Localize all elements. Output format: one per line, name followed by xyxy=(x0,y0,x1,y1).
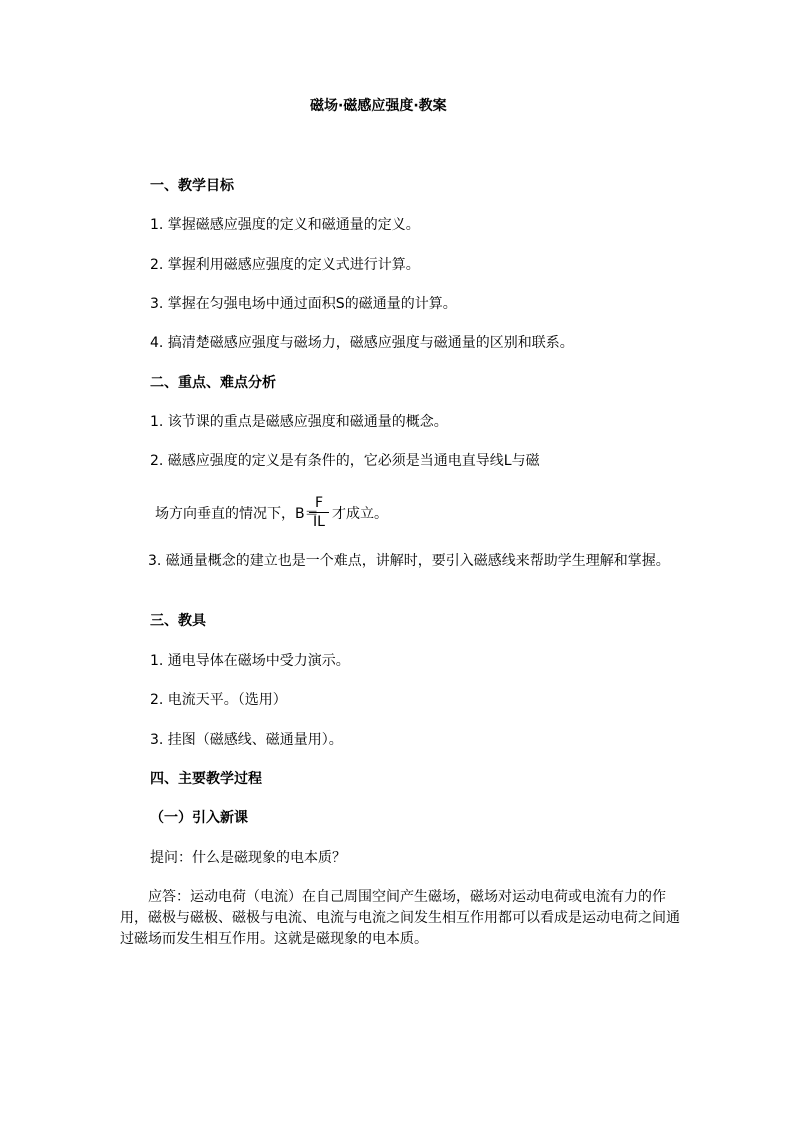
section-heading-objectives: 一、教学目标 xyxy=(150,178,234,194)
objective-item: 2. 掌握利用磁感应强度的定义式进行计算。 xyxy=(150,257,420,273)
formula-fraction xyxy=(308,494,330,531)
key-point-item: 2. 磁感应强度的定义是有条件的，它必须是当通电直导线L与磁 xyxy=(150,453,540,469)
objective-item: 3. 掌握在匀强电场中通过面积S的磁通量的计算。 xyxy=(150,296,457,312)
question-text: 提问：什么是磁现象的电本质？ xyxy=(150,850,346,866)
formula-denominator: IL xyxy=(313,514,325,530)
equipment-item: 2. 电流天平。（选用） xyxy=(150,692,287,708)
equipment-item: 1. 通电导体在磁场中受力演示。 xyxy=(150,653,350,669)
equipment-item: 3. 挂图（磁感线、磁通量用）。 xyxy=(150,732,343,748)
section-heading-process: 四、主要教学过程 xyxy=(150,771,262,787)
formula-numerator: F xyxy=(314,495,324,511)
key-point-continuation-end: 才成立。 xyxy=(332,506,388,522)
key-point-item: 1. 该节课的重点是磁感应强度和磁通量的概念。 xyxy=(150,414,448,430)
objective-item: 4. 搞清楚磁感应强度与磁场力，磁感应强度与磁通量的区别和联系。 xyxy=(150,335,574,351)
key-point-continuation: 场方向垂直的情况下，B＝ xyxy=(155,506,319,522)
subsection-heading-intro: （一）引入新课 xyxy=(150,810,248,826)
key-point-item: 3. 磁通量概念的建立也是一个难点，讲解时，要引入磁感线来帮助学生理解和掌握。 xyxy=(148,553,670,569)
answer-paragraph: 应答：运动电荷（电流）在自己周围空间产生磁场，磁场对运动电荷或电流有力的作用，磁极与磁极、磁极与电流、电流与电流之间发生相互作用都可以看成是运动电荷之间通过磁场而发生相互作用。这就是磁现象的电本质。 xyxy=(120,889,680,947)
document-title: 磁场·磁感应强度·教案 xyxy=(310,98,447,114)
section-heading-key-points: 二、重点、难点分析 xyxy=(150,375,276,391)
objective-item: 1. 掌握磁感应强度的定义和磁通量的定义。 xyxy=(150,217,420,233)
section-heading-equipment: 三、教具 xyxy=(150,613,206,629)
